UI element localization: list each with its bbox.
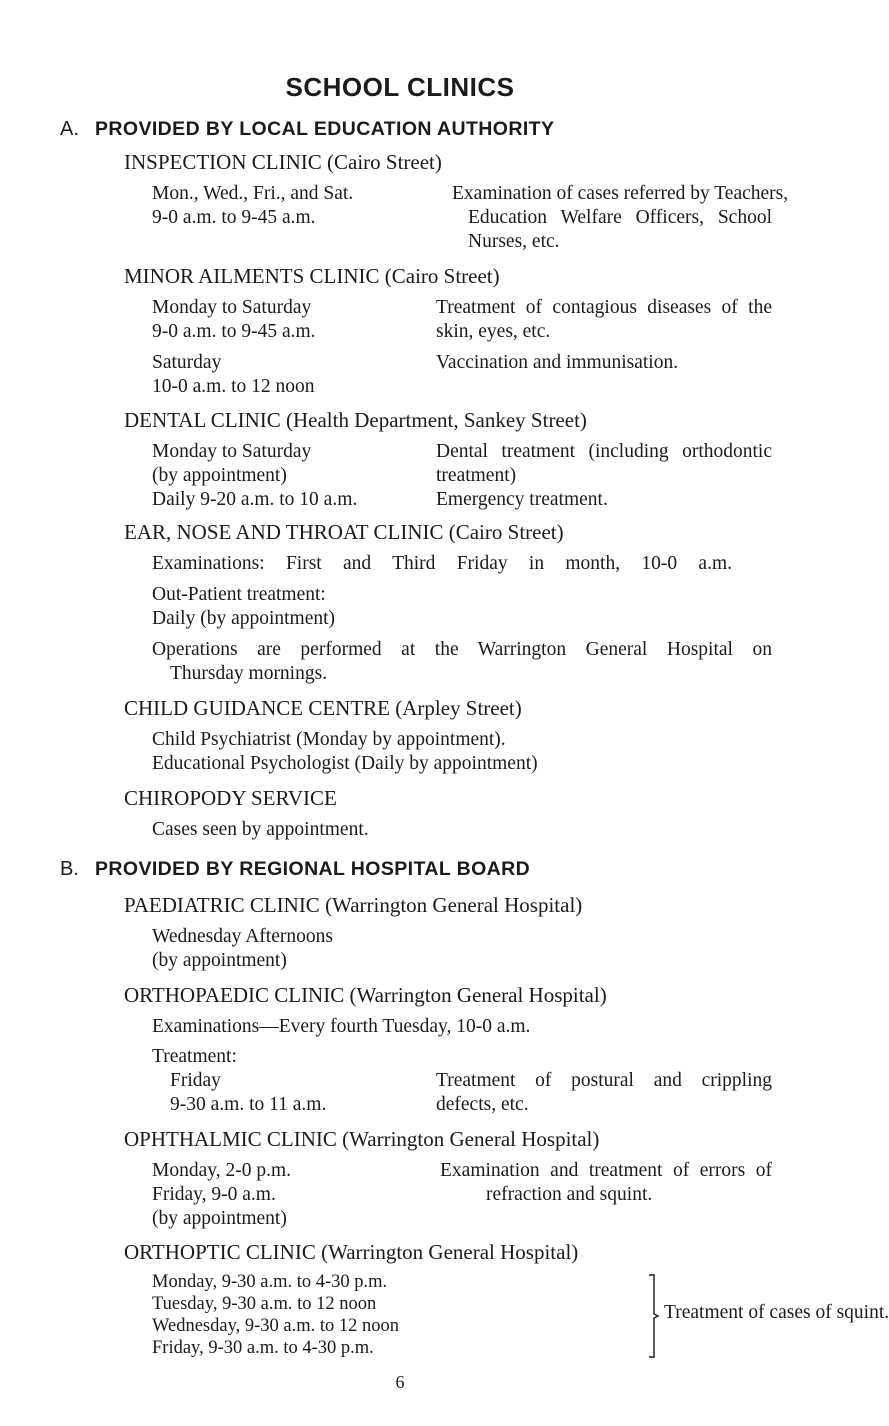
ent-daily: Daily (by appointment)	[152, 608, 336, 629]
inspection-clinic-heading: INSPECTION CLINIC (Cairo Street)	[124, 150, 442, 174]
dental-clinic-heading: DENTAL CLINIC (Health Department, Sankey Street)	[124, 408, 587, 432]
section-b-heading: PROVIDED BY REGIONAL HOSPITAL BOARD	[95, 858, 531, 880]
page-title: SCHOOL CLINICS	[285, 72, 515, 102]
orthopaedic-treatment-label: Treatment:	[152, 1046, 237, 1067]
inspection-time: 9-0 a.m. to 9-45 a.m.	[152, 207, 316, 228]
minor-time-2: 10-0 a.m. to 12 noon	[152, 376, 315, 397]
ent-examinations: Examinations: First and Third Friday in month, 10-0 a.m.	[152, 553, 732, 574]
dental-days: Monday to Saturday	[152, 441, 312, 462]
orthopaedic-clinic-heading: ORTHOPAEDIC CLINIC (Warrington General Hospital)	[124, 983, 607, 1007]
minor-days-2: Saturday	[152, 352, 222, 373]
orthoptic-monday: Monday, 9-30 a.m. to 4-30 p.m.	[152, 1272, 388, 1292]
section-a-letter: A.	[60, 118, 79, 140]
ophthalmic-desc-1: Examination and treatment of errors of	[440, 1160, 772, 1181]
minor-desc-2: Vaccination and immunisation.	[436, 352, 679, 373]
orthoptic-friday: Friday, 9-30 a.m. to 4-30 p.m.	[152, 1338, 374, 1358]
page-number: 6	[395, 1372, 405, 1392]
inspection-desc-2: Education Welfare Officers, School	[468, 207, 772, 228]
ent-operations-1: Operations are performed at the Warrington General Hospital on	[152, 639, 772, 660]
orthoptic-wednesday: Wednesday, 9-30 a.m. to 12 noon	[152, 1316, 400, 1336]
ophthalmic-day-1: Monday, 2-0 p.m.	[152, 1160, 292, 1181]
orthoptic-tuesday: Tuesday, 9-30 a.m. to 12 noon	[152, 1294, 377, 1314]
paediatric-line-2: (by appointment)	[152, 950, 287, 971]
paediatric-clinic-heading: PAEDIATRIC CLINIC (Warrington General Hospital)	[124, 893, 583, 917]
inspection-desc-3: Nurses, etc.	[468, 231, 560, 252]
ent-outpatient: Out-Patient treatment:	[152, 584, 326, 605]
ophthalmic-clinic-heading: OPHTHALMIC CLINIC (Warrington General Hospital)	[124, 1127, 600, 1151]
child-psychiatrist: Child Psychiatrist (Monday by appointment).	[152, 729, 506, 750]
orthopaedic-desc-1: Treatment of postural and crippling	[436, 1070, 772, 1091]
minor-time-1: 9-0 a.m. to 9-45 a.m.	[152, 321, 316, 342]
orthopaedic-desc-2: defects, etc.	[436, 1094, 529, 1115]
paediatric-line-1: Wednesday Afternoons	[152, 926, 333, 947]
ent-clinic-heading: EAR, NOSE AND THROAT CLINIC (Cairo Street)	[124, 520, 564, 544]
orthoptic-treatment: Treatment of cases of squint.	[664, 1302, 889, 1323]
orthopaedic-examinations: Examinations—Every fourth Tuesday, 10-0 a.m.	[152, 1016, 531, 1037]
right-brace-icon	[648, 1274, 658, 1358]
child-guidance-heading: CHILD GUIDANCE CENTRE (Arpley Street)	[124, 696, 522, 720]
educational-psychologist: Educational Psychologist (Daily by appointment)	[152, 753, 538, 774]
minor-desc-1a: Treatment of contagious diseases of the	[436, 297, 772, 318]
dental-desc-1: Dental treatment (including orthodontic	[436, 441, 772, 462]
dental-desc-3: Emergency treatment.	[436, 489, 608, 510]
orthopaedic-time: 9-30 a.m. to 11 a.m.	[170, 1094, 327, 1115]
inspection-desc-1: Examination of cases referred by Teachers,	[452, 183, 789, 204]
minor-days-1: Monday to Saturday	[152, 297, 312, 318]
section-b-letter: B.	[60, 858, 79, 880]
inspection-days: Mon., Wed., Fri., and Sat.	[152, 183, 354, 204]
ophthalmic-desc-2: refraction and squint.	[486, 1184, 653, 1205]
orthopaedic-day: Friday	[170, 1070, 221, 1091]
dental-daily: Daily 9-20 a.m. to 10 a.m.	[152, 489, 358, 510]
chiropody-heading: CHIROPODY SERVICE	[124, 786, 337, 810]
dental-desc-2: treatment)	[436, 465, 517, 486]
ophthalmic-appointment: (by appointment)	[152, 1208, 287, 1229]
ophthalmic-day-2: Friday, 9-0 a.m.	[152, 1184, 276, 1205]
minor-ailments-heading: MINOR AILMENTS CLINIC (Cairo Street)	[124, 264, 500, 288]
minor-desc-1b: skin, eyes, etc.	[436, 321, 551, 342]
orthoptic-clinic-heading: ORTHOPTIC CLINIC (Warrington General Hospital)	[124, 1240, 579, 1264]
chiropody-line: Cases seen by appointment.	[152, 819, 369, 840]
ent-operations-2: Thursday mornings.	[170, 663, 328, 684]
section-a-heading: PROVIDED BY LOCAL EDUCATION AUTHORITY	[95, 118, 555, 140]
dental-appointment: (by appointment)	[152, 465, 287, 486]
